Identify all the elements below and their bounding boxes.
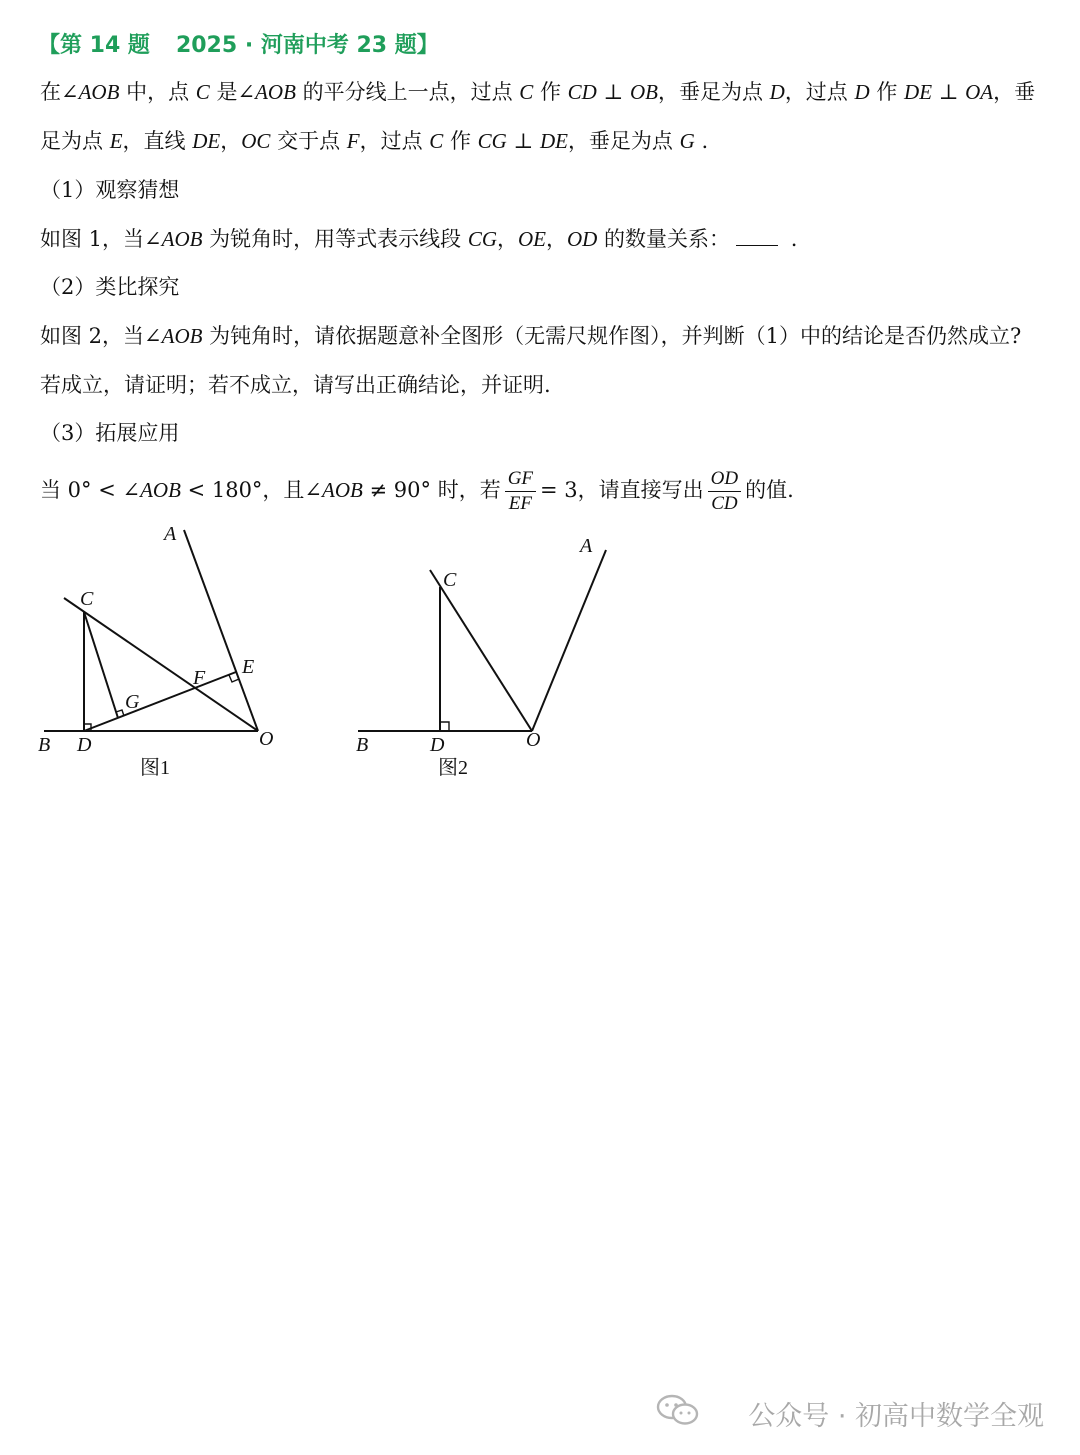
fig2-segment-oc [430,570,532,731]
fraction-od-cd: $\frac{OD}{CD}$ [708,467,741,516]
fig2-label-b: B [356,734,369,756]
part3-heading: （3）拓展应用 [40,421,180,445]
fig1-label-f: F [193,667,206,689]
answer-blank [736,227,778,246]
problem-number: 【第 14 题 [38,33,150,58]
figure-1 [44,530,258,731]
fig2-right-angle-d [440,722,449,731]
fig1-label-b: B [38,734,51,756]
fig1-segment-cg [84,612,118,718]
problem-source: 2025 · 河南中考 23 题】 [175,33,439,58]
figures [0,510,1080,810]
fig1-label-c: C [80,588,94,610]
figure-2 [358,550,606,731]
fig1-line-oc [64,598,258,731]
fig2-label-d: D [430,734,445,756]
fig2-ray-oa [532,550,606,731]
fig2-label-c: C [443,569,457,591]
part2-text-1: 如图 2，当∠AOB 为钝角时，请依据题意补全图形（无需尺规作图），并判断（1）中的结论是否仍然成立? [40,324,1022,348]
part1-heading: （1）观察猜想 [40,178,180,202]
part2-text-2: 若成立，请证明；若不成立，请写出正确结论，并证明. [40,373,551,397]
fig1-caption: 图1 [140,757,170,779]
fig2-caption: 图2 [438,757,468,779]
fig1-label-e: E [242,656,255,678]
wechat-icon [656,1393,700,1427]
fig1-ray-oa [184,530,258,731]
part2-heading: （2）类比探究 [40,275,180,299]
part3-text: 当 0° < ∠AOB < 180°，且∠AOB ≠ 90° 时，若 $\frac{GF}{EF}$ = 3，请直接写出 $\frac{OD}{CD}$ 的值. [40,468,794,514]
intro-line-1: 在∠AOB 中，点 C 是∠AOB 的平分线上一点，过点 C 作 CD ⊥ OB，垂足为点 D，过点 D 作 DE ⊥ OA，垂 [40,80,1036,104]
fraction-gf-ef: $\frac{GF}{EF}$ [505,467,536,516]
problem-title [38,28,439,59]
fig1-label-o: O [259,728,274,750]
fig2-label-o: O [526,729,541,751]
watermark-text: 公众号 · 初高中数学全观 [748,1401,1044,1432]
fig1-label-g: G [125,691,140,713]
fig1-label-d: D [77,734,92,756]
fig2-label-a: A [580,535,593,557]
part1-text: 如图 1，当∠AOB 为锐角时，用等式表示线段 CG，OE，OD 的数量关系： . [40,227,798,251]
fig1-label-a: A [164,523,177,545]
intro-line-2: 足为点 E，直线 DE，OC 交于点 F，过点 C 作 CG ⊥ DE，垂足为点 G . [40,129,709,153]
